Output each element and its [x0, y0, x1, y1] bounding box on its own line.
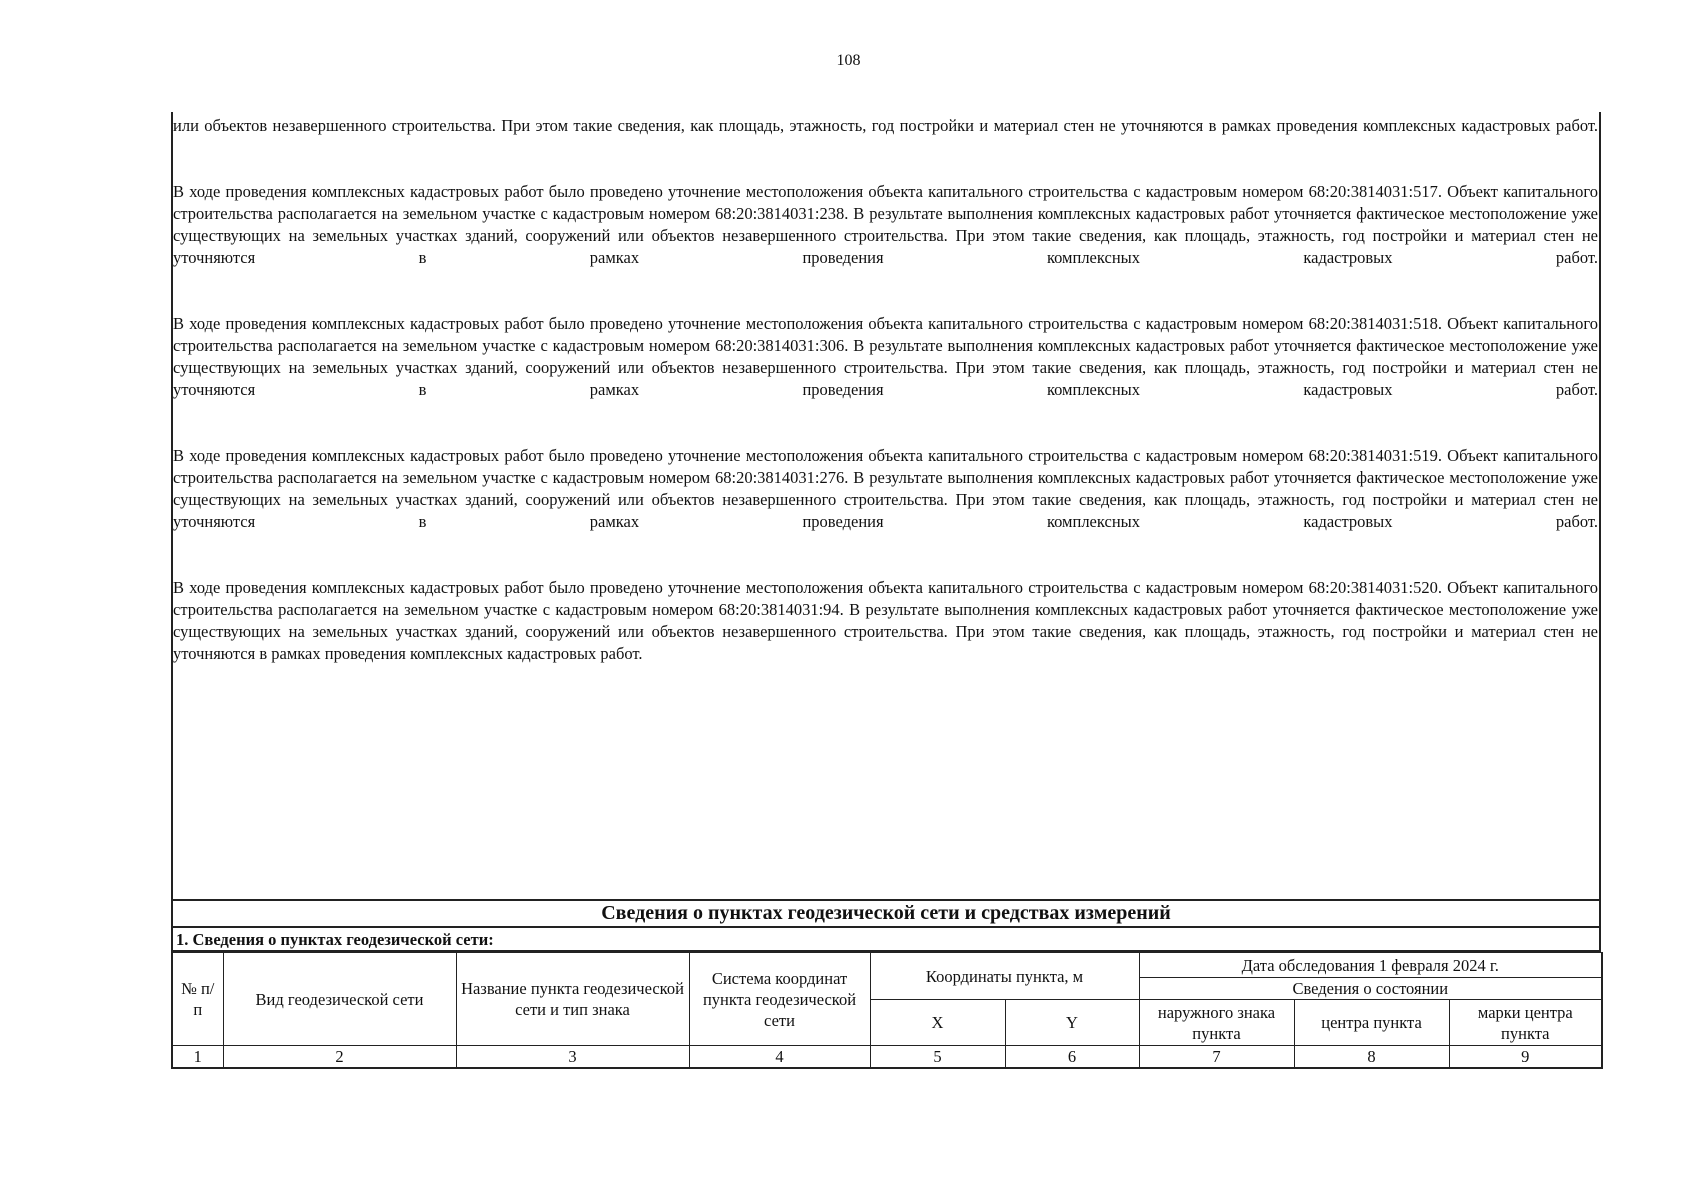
header-x: X: [870, 1000, 1005, 1046]
header-y: Y: [1005, 1000, 1139, 1046]
header-coord-system: Система координат пункта геодезической сети: [689, 953, 870, 1046]
page-number: 108: [836, 52, 861, 69]
paragraph: В ходе проведения комплексных кадастровых работ было проведено уточнение местоположения объекта капитального строительства с кадастровым номером 68:20:3814031:519. Объект капитального строительства располагается на земельном участке с кадастровым номером 68:20:3814031:276. В результате выполнения комплексных кадастровых работ уточняется фактическое местоположение уже существующих на земельных участках зданий, сооружений или объектов незавершенного строительства. При этом такие сведения, как площадь, этажность, год постройки и материал стен не уточняются в рамках проведения комплексных кадастровых работ.: [173, 446, 1598, 531]
column-number: 6: [1005, 1046, 1139, 1069]
column-number: 9: [1449, 1046, 1602, 1069]
subsection-title: 1. Сведения о пунктах геодезической сети:: [172, 927, 1600, 951]
header-survey-date: Дата обследования 1 февраля 2024 г.: [1139, 953, 1602, 978]
header-num: № п/п: [172, 953, 223, 1046]
header-network-type: Вид геодезической сети: [223, 953, 456, 1046]
column-number: 2: [223, 1046, 456, 1069]
geodetic-points-table: [171, 952, 1603, 1069]
section-header-table: [171, 899, 1601, 952]
header-center: центра пункта: [1294, 1000, 1449, 1046]
column-number: 8: [1294, 1046, 1449, 1069]
header-outer-sign: наружного знака пункта: [1139, 1000, 1294, 1046]
column-number: 4: [689, 1046, 870, 1069]
paragraph: В ходе проведения комплексных кадастровых работ было проведено уточнение местоположения объекта капитального строительства с кадастровым номером 68:20:3814031:517. Объект капитального строительства располагается на земельном участке с кадастровым номером 68:20:3814031:238. В результате выполнения комплексных кадастровых работ уточняется фактическое местоположение уже существующих на земельных участках зданий, сооружений или объектов незавершенного строительства. При этом такие сведения, как площадь, этажность, год постройки и материал стен не уточняются в рамках проведения комплексных кадастровых работ.: [173, 182, 1598, 267]
header-coordinates: Координаты пункта, м: [870, 953, 1139, 1000]
section-title: Сведения о пунктах геодезической сети и средствах измерений: [172, 900, 1600, 927]
header-point-name: Название пункта геодезической сети и тип знака: [456, 953, 689, 1046]
geodetic-network-section: [171, 899, 1601, 1069]
column-number: 3: [456, 1046, 689, 1069]
column-number: 5: [870, 1046, 1005, 1069]
paragraph: или объектов незавершенного строительства. При этом такие сведения, как площадь, этажность, год постройки и материал стен не уточняются в рамках проведения комплексных кадастровых работ.: [173, 116, 1598, 135]
header-center-mark: марки центра пункта: [1449, 1000, 1602, 1046]
column-number: 1: [172, 1046, 223, 1069]
paragraph: В ходе проведения комплексных кадастровых работ было проведено уточнение местоположения объекта капитального строительства с кадастровым номером 68:20:3814031:520. Объект капитального строительства располагается на земельном участке с кадастровым номером 68:20:3814031:94. В результате выполнения комплексных кадастровых работ уточняется фактическое местоположение уже существующих на земельных участках зданий, сооружений или объектов незавершенного строительства. При этом такие сведения, как площадь, этажность, год постройки и материал стен не уточняются в рамках проведения комплексных кадастровых работ.: [173, 578, 1598, 663]
paragraph: В ходе проведения комплексных кадастровых работ было проведено уточнение местоположения объекта капитального строительства с кадастровым номером 68:20:3814031:518. Объект капитального строительства располагается на земельном участке с кадастровым номером 68:20:3814031:306. В результате выполнения комплексных кадастровых работ уточняется фактическое местоположение уже существующих на земельных участках зданий, сооружений или объектов незавершенного строительства. При этом такие сведения, как площадь, этажность, год постройки и материал стен не уточняются в рамках проведения комплексных кадастровых работ.: [173, 314, 1598, 399]
column-number: 7: [1139, 1046, 1294, 1069]
header-condition: Сведения о состоянии: [1139, 978, 1602, 1000]
body-text: [173, 115, 1598, 709]
